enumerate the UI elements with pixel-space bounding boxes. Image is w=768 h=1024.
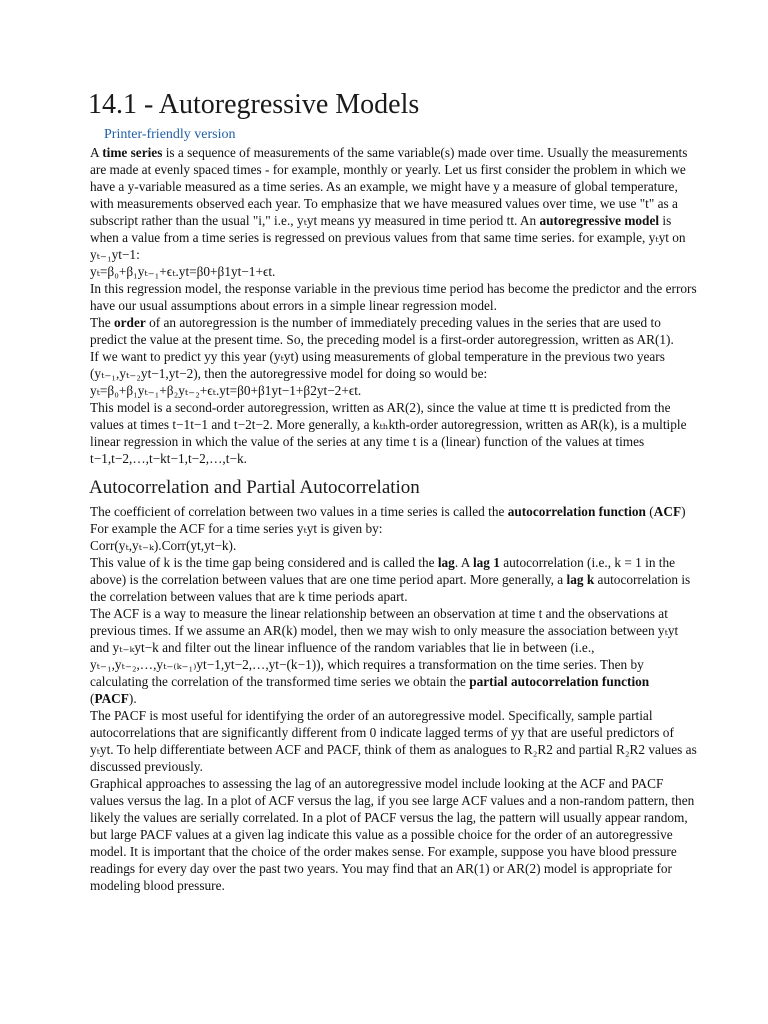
text-span: This model is a second-order autoregression, written as AR(2), since the value at time tt is predicted from the values at times t−1t−1 and t−2t−2. More generally, a kₜₕkth-order autoregression, written as AR(k), is a multiple linear regression in which the value of the series at any time t is a (linear) function of the values at times t−1,t−2,…,t−kt−1,t−2,…,t−k.: [90, 400, 687, 466]
paragraph: [90, 537, 698, 554]
paragraph: [90, 707, 698, 775]
paragraph: [90, 503, 698, 537]
text-span: In this regression model, the response variable in the previous time period has become the predictor and the errors have our usual assumptions about errors in a simple linear regression model.: [90, 281, 697, 313]
bold-term: PACF: [94, 691, 129, 706]
bold-term: ACF: [653, 504, 682, 519]
paragraph: [90, 775, 698, 894]
text-span: yₜ=β₀+β₁yₜ₋₁+β₂yₜ₋₂+ϵₜ.yt=β0+β1yt−1+β2yt−2+ϵt.: [90, 383, 362, 398]
paragraph: [90, 314, 698, 348]
bold-term: time series: [102, 145, 163, 160]
text-span: autocorrelation (i.e., k = 1 in the above) is the correlation between values that are one time period apart. More generally, a: [90, 555, 676, 587]
text-span: ).: [128, 691, 137, 706]
text-span: is a sequence of measurements of the same variable(s) made over time. Usually the measurements are made at evenly spaced times - for example, monthly or yearly. Let us first consider the problem in which we have a y-variable measured as a time series. As an example, we might have y a measure of global temperature, with measurements observed each year. To emphasize that we have measured values over time, we use "t" as a subscript rather than the usual "i," i.e., yₜyt means yy measured in time period tt. An: [90, 145, 688, 228]
paragraph: [90, 348, 698, 382]
text-span: (: [90, 691, 95, 706]
printer-friendly-link[interactable]: Printer-friendly version: [104, 127, 236, 142]
text-span: The PACF is most useful for identifying the order of an autoregressive model. Specifically, sample partial autocorrelations that are significantly different from 0 indicate lagged terms of yy that are useful predictors of yₜyt. To help differentiate between ACF and PACF, think of them as analogues to R₂R2 and partial R₂R2 values as discussed previously.: [90, 708, 697, 774]
section-autocorrelation: [90, 503, 698, 894]
bold-term: lag k: [566, 572, 595, 587]
text-span: A: [90, 145, 103, 160]
paragraph: [90, 554, 698, 605]
paragraph: [90, 263, 698, 280]
paragraph: [90, 399, 698, 467]
bold-term: autocorrelation function: [507, 504, 646, 519]
text-span: This value of k is the time gap being considered and is called the: [90, 555, 438, 570]
text-span: . A: [454, 555, 473, 570]
bold-term: order: [114, 315, 146, 330]
page-title: 14.1 - Autoregressive Models: [88, 89, 420, 120]
text-span: autocorrelation is the correlation between values that are k time periods apart.: [90, 572, 691, 604]
text-span: The ACF is a way to measure the linear relationship between an observation at time t and the observations at previous times. If we assume an AR(k) model, then we may wish to only measure the association between yₜyt and yₜ₋ₖyt−k and filter out the linear influence of the random variables that lie in between (i.e., yₜ₋₁,yₜ₋₂,…,yₜ₋₍ₖ₋₁₎yt−1,yt−2,…,yt−(k−1)), which requires a transformation on the time series. Then by calculating the correlation of the transformed time series we obtain the: [90, 606, 679, 689]
paragraph: [90, 280, 698, 314]
paragraph: [90, 605, 698, 707]
paragraph: [90, 382, 698, 399]
text-span: The coefficient of correlation between two values in a time series is called the: [90, 504, 508, 519]
text-span: The: [90, 315, 114, 330]
text-span: is when a value from a time series is regressed on previous values from that same time series. for example, yₜyt on yₜ₋₁yt−1:: [90, 213, 686, 262]
bold-term: autoregressive model: [539, 213, 660, 228]
bold-term: lag: [437, 555, 455, 570]
text-span: Corr(yₜ,yₜ₋ₖ).Corr(yt,yt−k).: [90, 538, 237, 553]
bold-term: lag 1: [472, 555, 500, 570]
text-span: yₜ=β₀+β₁yₜ₋₁+ϵₜ.yt=β0+β1yt−1+ϵt.: [90, 264, 276, 279]
text-span: ) For example the ACF for a time series yₜyt is given by:: [90, 504, 686, 536]
text-span: (: [645, 504, 654, 519]
section-heading-autocorrelation: Autocorrelation and Partial Autocorrelation: [89, 477, 420, 498]
text-span: of an autoregression is the number of immediately preceding values in the series that are used to predict the value at the present time. So, the preceding model is a first-order autoregression, written as AR(1).: [90, 315, 674, 347]
bold-term: partial autocorrelation function: [469, 674, 650, 689]
text-span: Graphical approaches to assessing the lag of an autoregressive model include looking at the ACF and PACF values versus the lag. In a plot of ACF versus the lag, if you see large ACF values and a non-random pattern, then likely the values are serially correlated. In a plot of PACF versus the lag, the pattern will usually appear random, but large PACF values at a given lag indicate this value as a possible choice for the order of an autoregressive model. It is important that the choice of the order makes sense. For example, suppose you have blood pressure readings for every day over the past two years. You may find that an AR(1) or AR(2) model is appropriate for modeling blood pressure.: [90, 776, 695, 893]
text-span: If we want to predict yy this year (yₜyt) using measurements of global temperature in the previous two years (yₜ₋₁,yₜ₋₂yt−1,yt−2), then the autoregressive model for doing so would be:: [90, 349, 665, 381]
section-autoregressive-models: [90, 144, 698, 467]
paragraph: [90, 144, 698, 263]
